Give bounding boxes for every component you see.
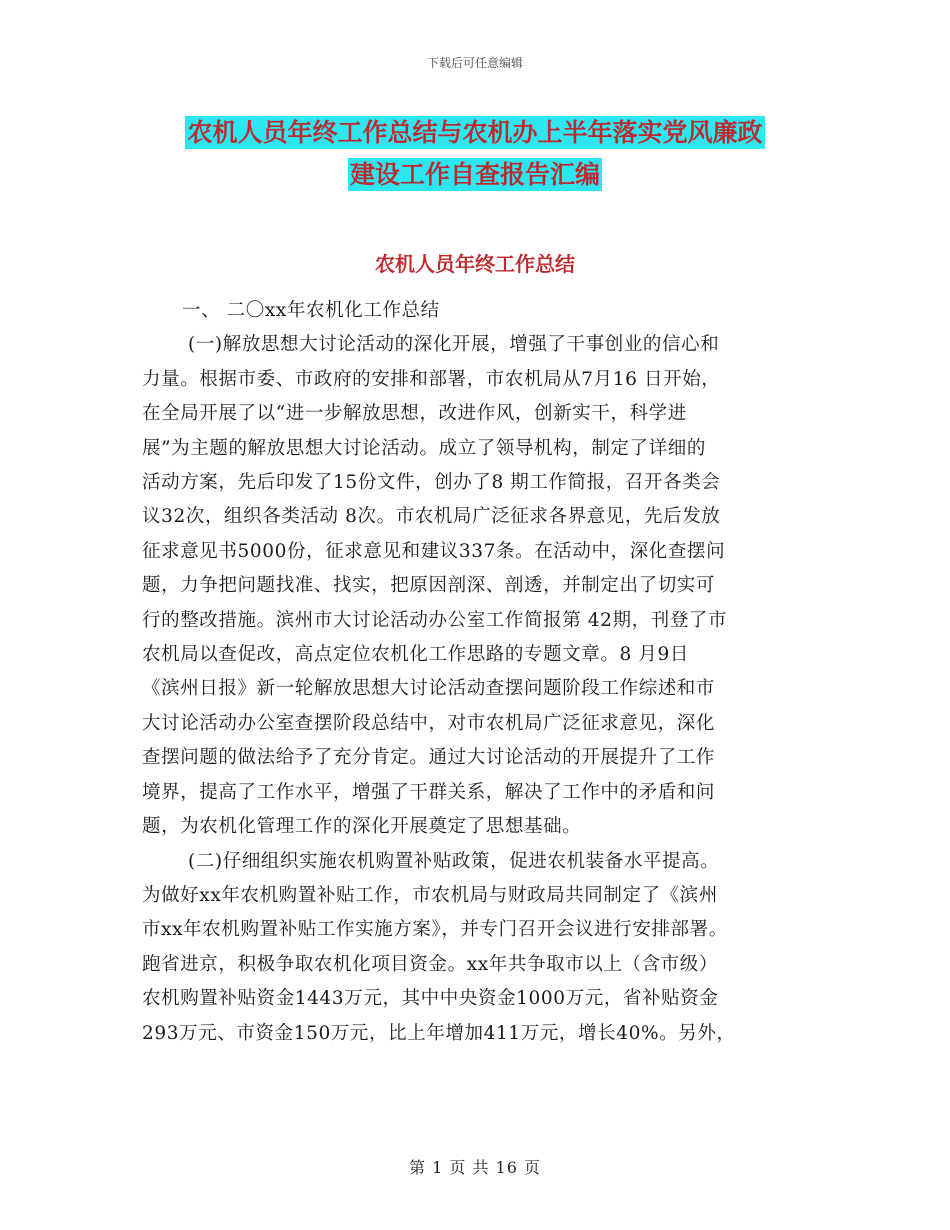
page-footer: 第 1 页 共 16 页 [409, 1158, 541, 1177]
body-line: 大讨论活动办公室查摆阶段总结中，对市农机局广泛征求意见，深化 [142, 712, 716, 734]
body-line: 《滨州日报》新一轮解放思想大讨论活动查摆问题阶段工作综述和市 [142, 678, 716, 700]
body-line: 农机购置补贴资金1443万元，其中中央资金1000万元，省补贴资金 [142, 988, 719, 1010]
body-line: 农机局以查促改，高点定位农机化工作思路的专题文章。8 月9日 [142, 644, 689, 666]
section-heading: 农机人员年终工作总结 [375, 252, 575, 276]
body-line: (一)解放思想大讨论活动的深化开展，增强了干事创业的信心和 [188, 334, 720, 356]
body-line: 征求意见书5000份，征求意见和建议337条。在活动中，深化查摆问 [142, 540, 726, 562]
body-line: 在全局开展了以“进一步解放思想，改进作风，创新实干，科学进 [142, 403, 687, 425]
body-line: 题，力争把问题找准、找实，把原因剖深、剖透，并制定出了切实可 [142, 575, 716, 597]
body-line: (二)仔细组织实施农机购置补贴政策，促进农机装备水平提高。 [188, 850, 720, 872]
body-line: 市xx年农机购置补贴工作实施方案》，并专门召开会议进行安排部署。 [142, 919, 728, 941]
body-line: 议32次，组织各类活动 8次。市农机局广泛征求各界意见，先后发放 [142, 506, 721, 528]
body-line: 力量。根据市委、市政府的安排和部署，市农机局从7月16 日开始， [142, 368, 721, 390]
body-line: 293万元、市资金150万元，比上年增加411万元，增长40%。另外， [142, 1022, 736, 1044]
body-line: 查摆问题的做法给予了充分肯定。通过大讨论活动的开展提升了工作 [142, 747, 716, 769]
body-line: 跑省进京，积极争取农机化项目资金。xx年共争取市以上（含市级） [142, 953, 718, 975]
body-line: 行的整改措施。滨州市大讨论活动办公室工作简报第 42期，刊登了市 [142, 609, 728, 631]
document-title [0, 112, 950, 196]
body-line: 展”为主题的解放思想大讨论活动。成立了领导机构，制定了详细的 [142, 437, 706, 459]
body-text [142, 294, 810, 1051]
body-line: 为做好xx年农机购置补贴工作，市农机局与财政局共同制定了《滨州 [142, 884, 718, 906]
body-line: 活动方案，先后印发了15份文件，创办了8 期工作简报，召开各类会 [142, 472, 721, 494]
body-line: 境界，提高了工作水平，增强了干群关系，解决了工作中的矛盾和问 [142, 781, 716, 803]
header-note: 下载后可任意编辑 [426, 56, 523, 70]
body-line: 一、 二〇xx年农机化工作总结 [182, 300, 440, 321]
title-line-1: 农机人员年终工作总结与农机办上半年落实党风廉政 [187, 118, 763, 147]
title-line-2: 建设工作自查报告汇编 [349, 160, 600, 189]
body-line: 题，为农机化管理工作的深化开展奠定了思想基础。 [142, 816, 582, 838]
